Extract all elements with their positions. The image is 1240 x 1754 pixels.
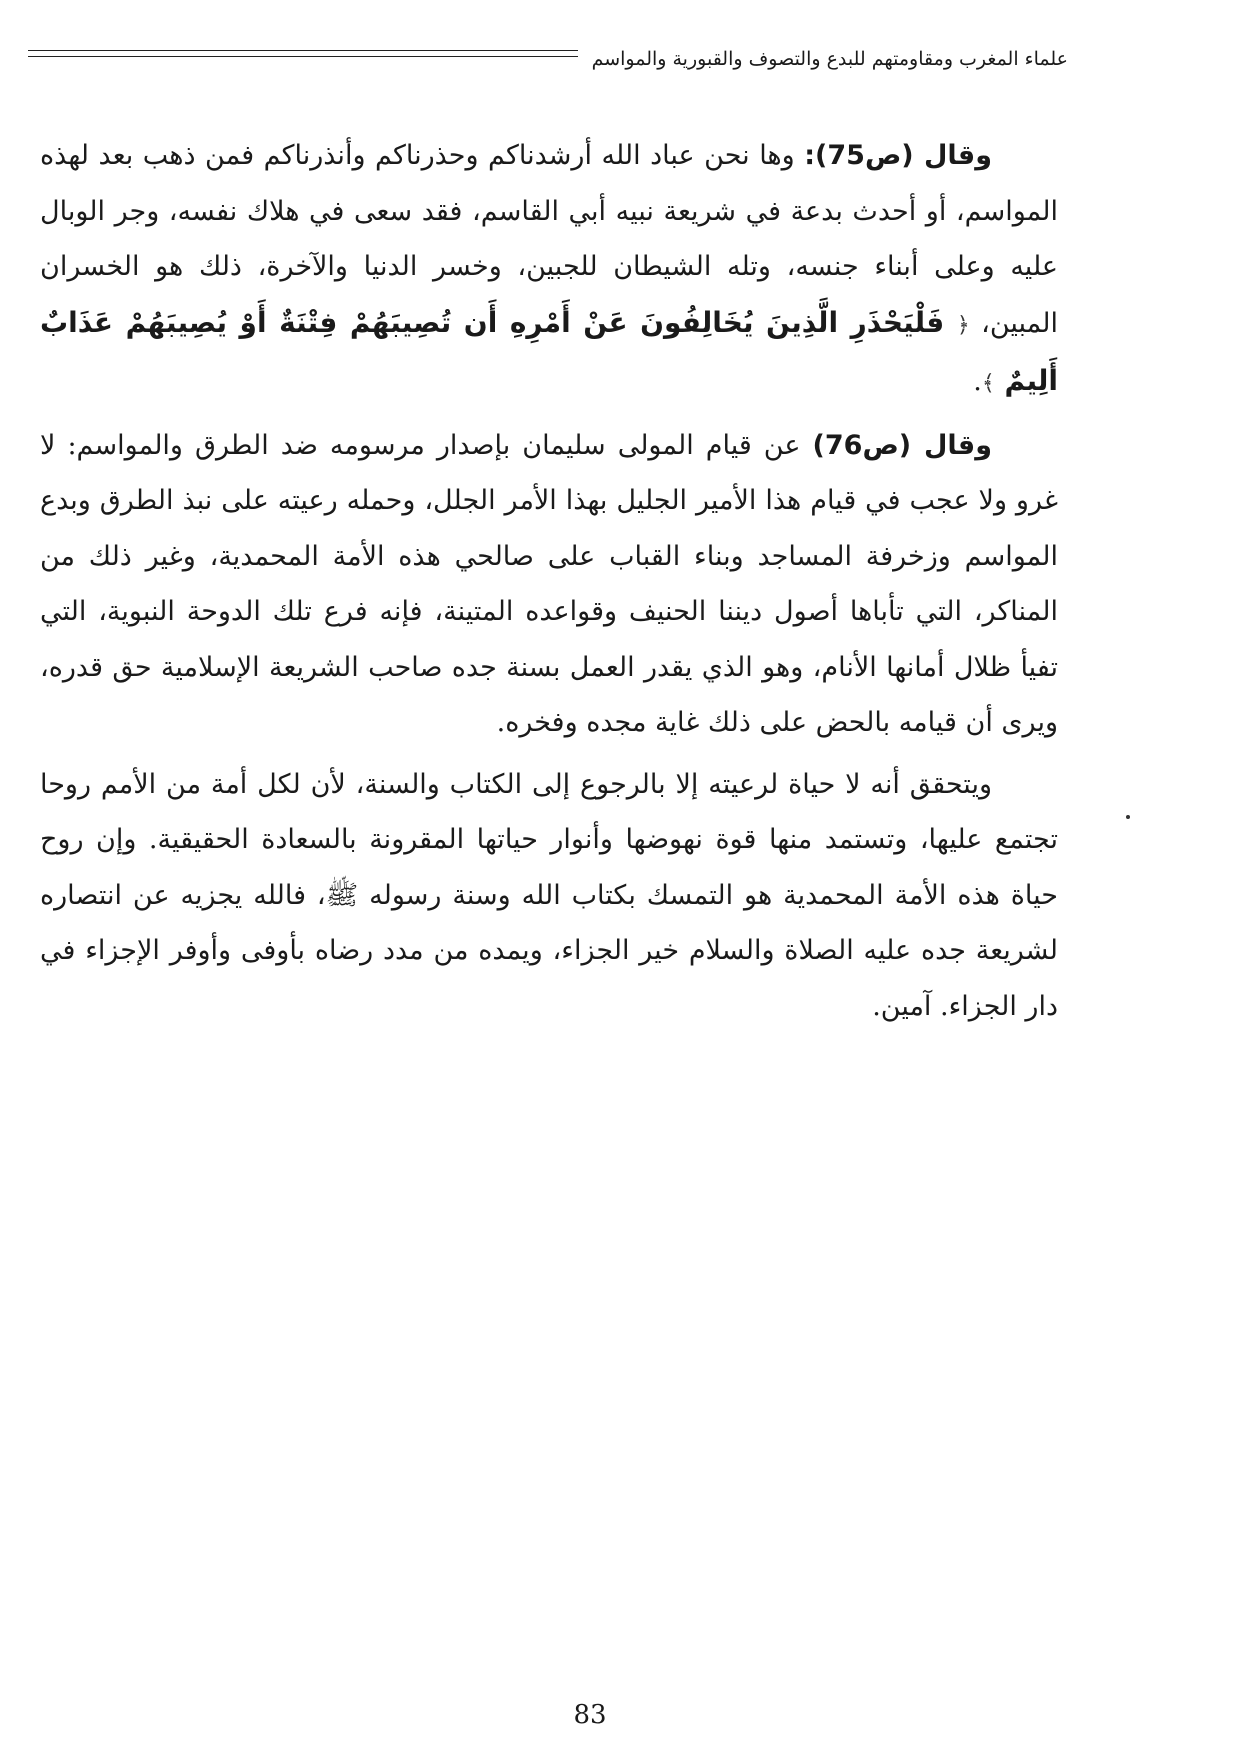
running-header-title: علماء المغرب ومقاومتهم للبدع والتصوف والقبورية والمواسم [591, 48, 1068, 70]
paragraph-1-text: وها نحن عباد الله أرشدناكم وحذرناكم وأنذرناكم فمن ذهب بعد لهذه المواسم، أو أحدث بدعة في شريعة نبيه أبي القاسم، فقد سعى في هلاك نفسه، وجر الوبال عليه وعلى أبناء جنسه، وتله الشيطان للجبين، وخسر الدنيا والآخرة، ذلك هو الخسران المبين، [40, 140, 1059, 339]
quran-close-ornament: ﴾ [981, 371, 995, 396]
paragraph-2-lead: وقال (ص76) [812, 429, 993, 461]
paragraph-2-text: عن قيام المولى سليمان بإصدار مرسومه ضد الطرق والمواسم: لا غرو ولا عجب في قيام هذا الأمير الجليل بهذا الأمر الجلل، وحمله رعيته على نبذ الطرق وبدع المواسم وزخرفة المساجد وبناء القباب على صالحي هذه الأمة المحمدية، وغير ذلك من المناكر، التي تأباها أصول ديننا الحنيف وقواعده المتينة، فإنه فرع تلك الدوحة النبوية، التي تفيأ ظلال أمانها الأنام، وهو الذي يقدر العمل بسنة جده صاحب الشريعة الإسلامية حق قدره، ويرى أن قيامه بالحض على ذلك غاية مجده وفخره. [40, 429, 1058, 738]
paragraph-1-lead: وقال (ص75): [804, 140, 993, 171]
header-double-rule [28, 50, 578, 57]
quran-open-ornament: ﴿ [956, 312, 970, 338]
margin-mark [1126, 815, 1130, 819]
paragraph-2 [40, 418, 1058, 751]
paragraph-1-end: . [973, 366, 982, 397]
paragraph-1 [40, 128, 1058, 412]
running-header [28, 42, 1068, 76]
paragraph-3: ويتحقق أنه لا حياة لرعيته إلا بالرجوع إلى الكتاب والسنة، لأن لكل أمة من الأمم روحا تجتمع عليها، وتستمد منها قوة نهوضها وأنوار حياتها المقرونة بالسعادة الحقيقية. وإن روح حياة هذه الأمة المحمدية هو التمسك بكتاب الله وسنة رسوله ﷺ، فالله يجزيه عن انتصاره لشريعة جده عليه الصلاة والسلام خير الجزاء، ويمده من مدد رضاه بأوفى وأوفر الإجزاء في دار الجزاء. آمين. [40, 768, 1058, 1022]
quran-verse: فَلْيَحْذَرِ الَّذِينَ يُخَالِفُونَ عَنْ أَمْرِهِ أَن تُصِيبَهُمْ فِتْنَةٌ أَوْ يُصِيبَهُمْ عَذَابٌ أَلِيمٌ [40, 305, 1058, 397]
page-body [40, 128, 1058, 1040]
page-number: 83 [573, 1700, 607, 1730]
